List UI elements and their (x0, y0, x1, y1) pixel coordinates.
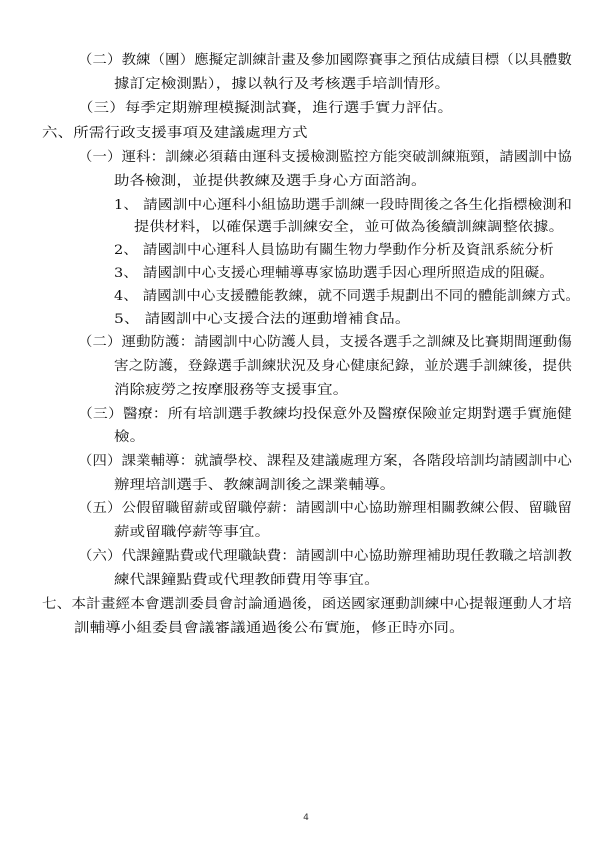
text-line: （一）運科：訓練必須藉由運科支援檢測監控方能突破訓練瓶頸，請國訓中協 (78, 150, 572, 165)
text-line: 訓輔導小組委員會議審議通過後公布實施，修正時亦同。 (74, 621, 465, 636)
list-item: 2、 請國訓中心運科人員協助有關生物力學動作分析及資訊系統分析 (114, 243, 554, 258)
list-item: 4、 請國訓中心支援體能教練，就不同選手規劃出不同的體能訓練方式。 (114, 289, 580, 304)
text-line: 消除疲勞之按摩服務等支援事宜。 (114, 383, 349, 398)
text-line: 練代課鐘點費或代理教師費用等事宜。 (114, 573, 380, 588)
text-line: 提供材料，以確保選手訓練安全，並可做為後續訓練調整依據。 (134, 220, 564, 235)
text-line: （五）公假留職留薪或留職停薪：請國訓中心協助辦理相關教練公假、留職留 (78, 501, 572, 516)
list-item: 3、 請國訓中心支援心理輔導專家協助選手因心理所照造成的阻礙。 (114, 266, 554, 281)
text-line: 據訂定檢測點），據以執行及考核選手培訓情形。 (114, 77, 451, 92)
text-line: 辦理培訓選手、教練調訓後之課業輔導。 (114, 478, 396, 493)
text-line: 害之防護，登錄選手訓練狀況及身心健康紀錄，並於選手訓練後，提供 (114, 359, 572, 374)
text-line: （四）課業輔導：就讀學校、課程及建議處理方案，各階段培訓均請國訓中心 (78, 454, 572, 469)
text-line: 薪或留職停薪等事宜。 (114, 525, 271, 540)
text-line: 助各檢測，並提供教練及選手身心方面諮詢。 (114, 174, 427, 189)
list-item: 1、 請國訓中心運科小組協助選手訓練一段時間後之各生化指標檢測和 (114, 198, 572, 213)
text-line: （二）運動防護：請國訓中心防護人員，支援各選手之訓練及比賽期間運動傷 (78, 335, 572, 350)
text-line: 檢。 (114, 430, 146, 445)
text-line: （六）代課鐘點費或代理職缺費：請國訓中心協助辦理補助現任教職之培訓教 (78, 549, 572, 564)
list-item: 5、 請國訓中心支援合法的運動增補食品。 (114, 312, 411, 327)
text-line: （三）每季定期辦理模擬測試賽，進行選手實力評估。 (78, 101, 454, 116)
text-line: （三）醫療：所有培訓選手教練均投保意外及醫療保險並定期對選手實施健 (78, 407, 572, 422)
section-heading: 六、所需行政支援事項及建議處理方式 (42, 126, 308, 141)
page-number: 4 (303, 813, 309, 823)
text-line: （二）教練（團）應擬定訓練計畫及參加國際賽事之預估成績目標（以具體數 (78, 53, 572, 68)
section-heading: 七、本計畫經本會選訓委員會討論通過後，函送國家運動訓練中心提報運動人才培 (42, 597, 572, 612)
